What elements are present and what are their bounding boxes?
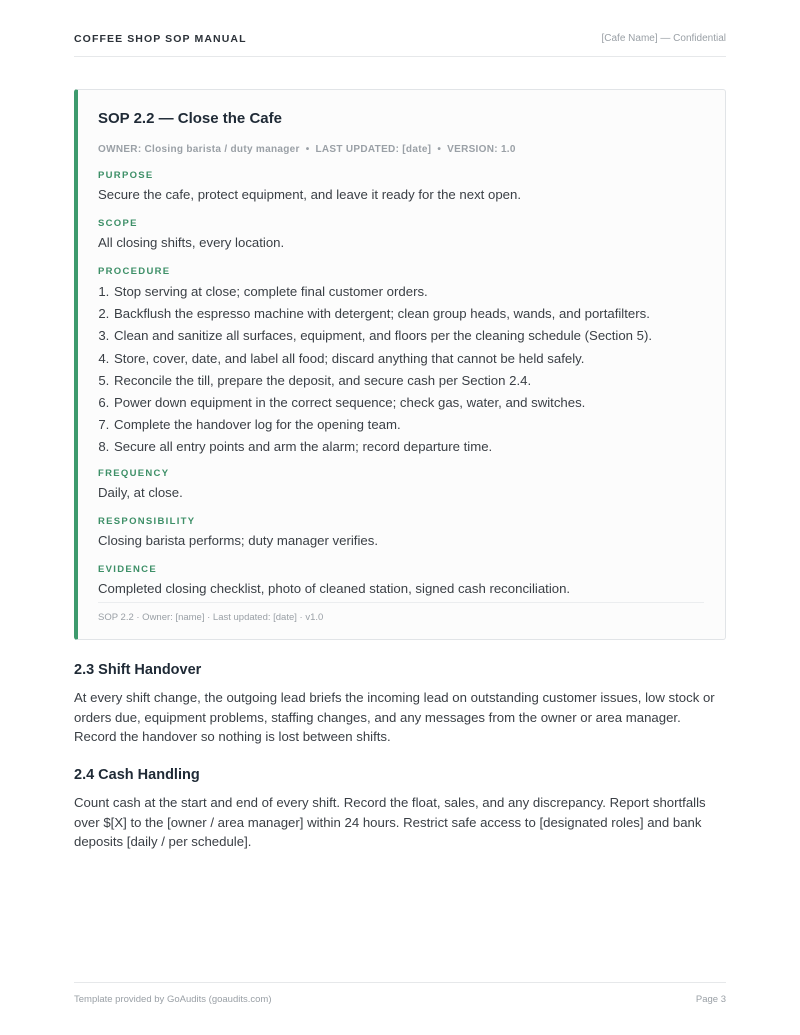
procedure-step: 8. Secure all entry points and arm the alarm; record departure time. — [113, 436, 704, 458]
scope-text: All closing shifts, every location. — [98, 235, 285, 250]
purpose-text: Secure the cafe, protect equipment, and leave it ready for the next open. — [98, 187, 521, 202]
sop-title: SOP 2.2 — Close the Cafe — [98, 110, 282, 127]
purpose-label: PURPOSE — [98, 170, 154, 181]
procedure-step: 4. Store, cover, date, and label all food; discard anything that cannot be held safely. — [113, 348, 704, 370]
sop-meta — [98, 143, 704, 156]
procedure-step: 6. Power down equipment in the correct sequence; check gas, water, and switches. — [113, 392, 704, 414]
procedure-step: 7. Complete the handover log for the opening team. — [113, 414, 704, 436]
cash-handling-heading: 2.4 Cash Handling — [74, 767, 200, 783]
page-footer — [74, 982, 726, 1005]
frequency-text: Daily, at close. — [98, 484, 183, 500]
evidence-text: Completed closing checklist, photo of cleaned station, signed cash reconciliation. — [98, 580, 571, 596]
procedure-step: 1. Stop serving at close; complete final customer orders. — [113, 281, 704, 303]
procedure-step: 2. Backflush the espresso machine with detergent; clean group heads, wands, and portafilters. — [113, 303, 704, 325]
scope-label: SCOPE — [98, 218, 138, 229]
sop-version: VERSION: 1.0 — [447, 144, 516, 155]
cash-handling-text: Count cash at the start and end of every shift. Record the float, sales, and any discrepancy. Report shortfalls over $[X] to the [owner / area manager] within 24 hours. Restrict safe access to [designated roles] and bank deposits [daily / per schedule]. — [74, 795, 706, 849]
meta-separator: • — [437, 144, 442, 155]
document-title: COFFEE SHOP SOP MANUAL — [74, 33, 247, 45]
template-credit: Template provided by GoAudits (goaudits.com) — [74, 994, 272, 1005]
sop-card — [74, 89, 726, 640]
meta-separator: • — [305, 144, 310, 155]
confidential-notice: [Cafe Name] — Confidential — [601, 33, 726, 44]
sop-card-footer: SOP 2.2 · Owner: [name] · Last updated: [date] · v1.0 — [98, 602, 704, 623]
shift-handover-heading: 2.3 Shift Handover — [74, 662, 202, 678]
evidence-label: EVIDENCE — [98, 563, 157, 575]
shift-handover-text: At every shift change, the outgoing lead briefs the incoming lead on outstanding customer issues, low stock or orders due, equipment problems, staffing changes, and any messages from the owner or area manager. Record the handover so nothing is lost between shifts. — [74, 690, 715, 744]
procedure-step: 3. Clean and sanitize all surfaces, equipment, and floors per the cleaning schedule (Section 5). — [113, 325, 704, 347]
page-number: Page 3 — [695, 994, 726, 1005]
sop-owner: OWNER: Closing barista / duty manager — [98, 144, 300, 155]
responsibility-label: RESPONSIBILITY — [98, 515, 196, 527]
procedure-step: 5. Reconcile the till, prepare the deposit, and secure cash per Section 2.4. — [113, 370, 704, 392]
procedure-list — [98, 281, 704, 459]
page-header — [74, 30, 726, 57]
responsibility-text: Closing barista performs; duty manager verifies. — [98, 532, 378, 548]
sop-last-updated: LAST UPDATED: [date] — [315, 144, 432, 155]
frequency-label: FREQUENCY — [98, 467, 170, 479]
procedure-label: PROCEDURE — [98, 266, 171, 277]
